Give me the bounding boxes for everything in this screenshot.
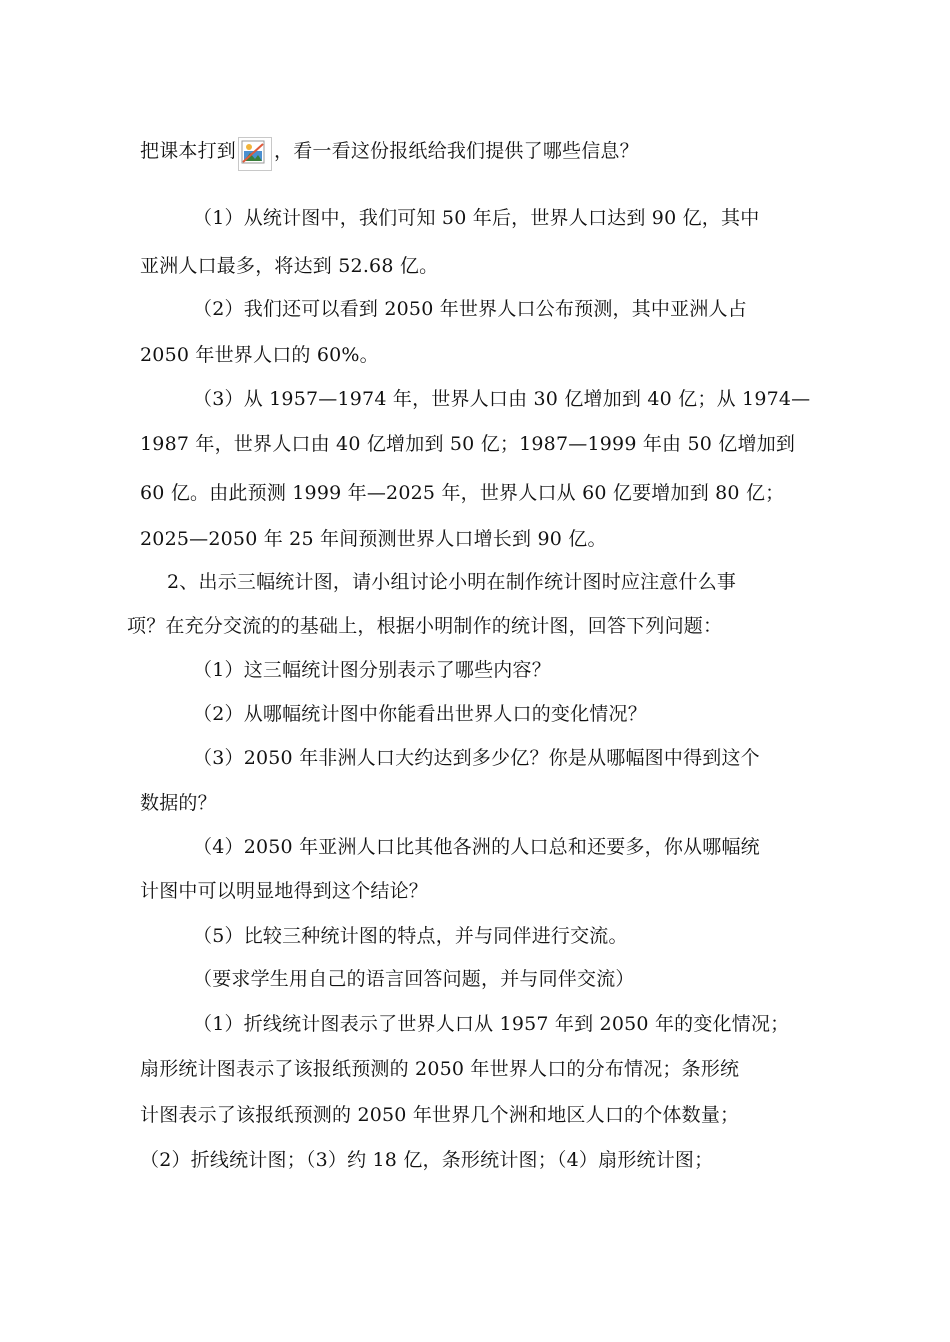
question-line: （1）这三幅统计图分别表示了哪些内容？: [193, 659, 551, 681]
paragraph-line: （3）从 1957—1974 年，世界人口由 30 亿增加到 40 亿；从 1974—: [193, 388, 811, 410]
answer-line: （1）折线统计图表示了世界人口从 1957 年到 2050 年的变化情况；: [193, 1013, 790, 1035]
question-line: 数据的？: [140, 792, 217, 814]
question-line: （2）从哪幅统计图中你能看出世界人口的变化情况？: [193, 703, 647, 725]
paragraph-line: 2025—2050 年 25 年间预测世界人口增长到 90 亿。: [140, 528, 607, 550]
question-line: （4）2050 年亚洲人口比其他各洲的人口总和还要多，你从哪幅统: [193, 836, 760, 858]
answer-line: 计图表示了该报纸预测的 2050 年世界几个洲和地区人口的个体数量；: [140, 1104, 740, 1126]
answer-line: 扇形统计图表示了该报纸预测的 2050 年世界人口的分布情况；条形统: [140, 1058, 740, 1080]
intro-text-after: ，看一看这份报纸给我们提供了哪些信息？: [274, 140, 639, 162]
intro-line: [140, 137, 639, 171]
paragraph-line: （2）我们还可以看到 2050 年世界人口公布预测，其中亚洲人占: [193, 298, 747, 320]
paragraph-line: （1）从统计图中，我们可知 50 年后，世界人口达到 90 亿，其中: [193, 207, 760, 229]
paragraph-line: 2、出示三幅统计图，请小组讨论小明在制作统计图时应注意什么事: [167, 571, 737, 593]
broken-image-icon: [238, 137, 272, 171]
answer-line: （2）折线统计图；（3）约 18 亿，条形统计图；（4）扇形统计图；: [140, 1149, 714, 1171]
paragraph-line: 亚洲人口最多，将达到 52.68 亿。: [140, 255, 439, 277]
paragraph-line: 项？在充分交流的的基础上，根据小明制作的统计图，回答下列问题：: [127, 615, 723, 637]
intro-text-before: 把课本打到: [140, 140, 237, 162]
question-line: （3）2050 年非洲人口大约达到多少亿？你是从哪幅图中得到这个: [193, 747, 760, 769]
question-line: （5）比较三种统计图的特点，并与同伴进行交流。: [193, 925, 628, 947]
paragraph-line: 2050 年世界人口的 60%。: [140, 344, 379, 366]
paragraph-line: 60 亿。由此预测 1999 年—2025 年，世界人口从 60 亿要增加到 80 亿；: [140, 482, 785, 504]
question-line: 计图中可以明显地得到这个结论？: [140, 880, 429, 902]
paragraph-line: 1987 年，世界人口由 40 亿增加到 50 亿；1987—1999 年由 50 亿增加到: [140, 433, 796, 455]
instruction-line: （要求学生用自己的语言回答问题，并与同伴交流）: [193, 968, 635, 990]
